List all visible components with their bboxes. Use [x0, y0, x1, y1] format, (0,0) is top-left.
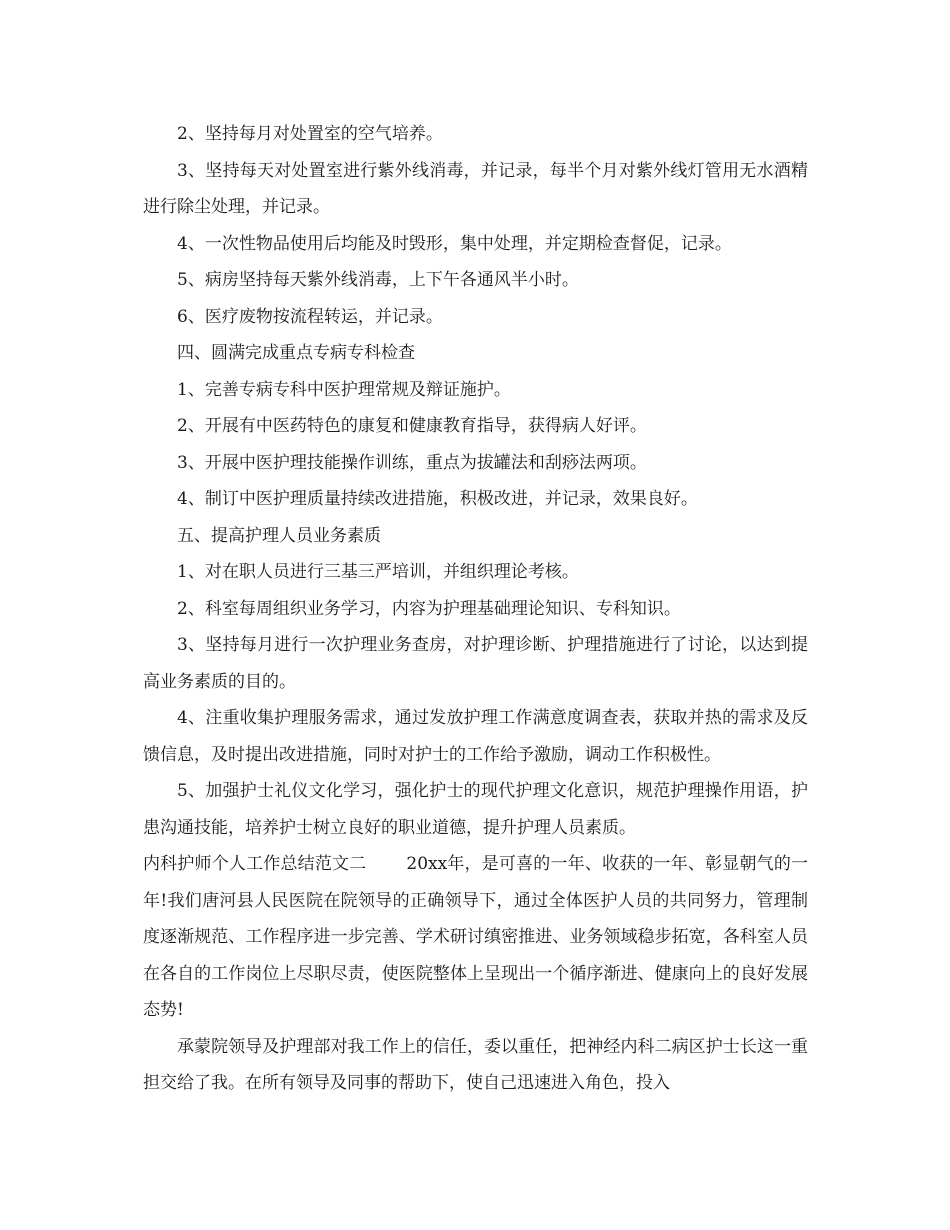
- paragraph: 4、制订中医护理质量持续改进措施，积极改进，并记录，效果良好。: [177, 489, 698, 509]
- paragraph: 承蒙院领导及护理部对我工作上的信任，委以重任，把神经内科二病区护士长这一重担交给了我。在所有领导及同事的帮助下，使自己迅速进入角色，投入: [143, 1036, 808, 1093]
- paragraph: 4、注重收集护理服务需求，通过发放护理工作满意度调查表，获取并热的需求及反馈信息，及时提出改进措施，同时对护士的工作给予激励，调动工作积极性。: [143, 708, 808, 765]
- paragraph: 3、坚持每天对处置室进行紫外线消毒，并记录，每半个月对紫外线灯管用无水酒精进行除尘处理，并记录。: [143, 160, 808, 217]
- paragraph: 2、坚持每月对处置室的空气培养。: [177, 124, 443, 144]
- paragraph: 1、完善专病专科中医护理常规及辩证施护。: [177, 379, 511, 400]
- paragraph: 2、开展有中医药特色的康复和健康教育指导，获得病人好评。: [177, 416, 647, 436]
- paragraph: 3、坚持每月进行一次护理业务查房，对护理诊断、护理措施进行了讨论，以达到提高业务素质的目的。: [143, 635, 808, 692]
- paragraph: 3、开展中医护理技能操作训练，重点为拔罐法和刮痧法两项。: [177, 452, 647, 473]
- section-heading: 五、提高护理人员业务素质: [177, 525, 381, 546]
- paragraph: 2、科室每周组织业务学习，内容为护理基础理论知识、专科知识。: [177, 598, 681, 619]
- section-heading: 四、圆满完成重点专病专科检查: [177, 343, 415, 363]
- section-two-body: 20xx年，是可喜的一年、收获的一年、彰显朝气的一年!我们唐河县人民医院在院领导的正确领导下，通过全体医护人员的共同努力，管理制度逐渐规范、工作程序进一步完善、学术研讨缜密推进、业务领域稳步拓宽，各科室人员在各自的工作岗位上尽职尽责，使医院整体上呈现出一个循序渐进、健康向上的良好发展态势!: [143, 854, 809, 1020]
- section-two-paragraph: [143, 846, 808, 1029]
- document-body: [143, 116, 808, 1102]
- paragraph: 4、一次性物品使用后均能及时毁形，集中处理，并定期检查督促，记录。: [177, 233, 732, 254]
- paragraph: 1、对在职人员进行三基三严培训，并组织理论考核。: [177, 562, 579, 582]
- paragraph: 6、医疗废物按流程转运，并记录。: [177, 306, 443, 327]
- paragraph: 5、加强护士礼仪文化学习，强化护士的现代护理文化意识，规范护理操作用语，护患沟通技能，培养护士树立良好的职业道德，提升护理人员素质。: [143, 781, 808, 838]
- paragraph: 5、病房坚持每天紫外线消毒，上下午各通风半小时。: [177, 270, 579, 290]
- section-two-title: 内科护师个人工作总结范文二: [143, 854, 367, 874]
